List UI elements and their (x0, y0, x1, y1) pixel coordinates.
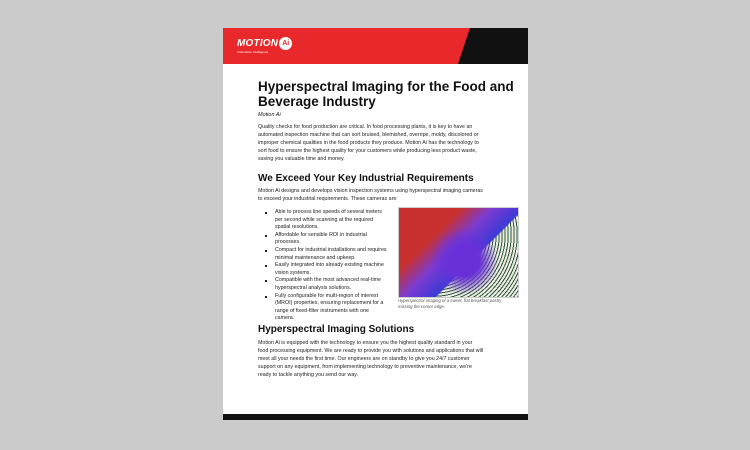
footer-bar (223, 414, 528, 420)
page-title (258, 80, 518, 109)
bullet-line: hyperspectral analysis solutions. (275, 284, 352, 291)
section-heading-solutions: Hyperspectral Imaging Solutions (258, 324, 415, 335)
logo-badge: Ai (279, 37, 292, 50)
text-line: Motion Ai designs and develops vision inspection systems using hyperspectral imaging cameras (258, 188, 483, 194)
solutions-paragraph (258, 340, 483, 380)
text-line: meet all your needs the first time. Our engineers are on standby to give you 24/7 customer (258, 355, 470, 362)
text-line: support on any equipment, from implementing technology to preventive maintenance, we're (258, 363, 472, 370)
bullet-item (265, 232, 393, 247)
text-line: automated inspection machine that can sort bruised, blemished, overripe, moldy, discolored or (258, 131, 479, 138)
author: Motion Ai (258, 112, 281, 118)
bullet-item (265, 247, 393, 262)
section-heading-requirements: We Exceed Your Key Industrial Requirements (258, 173, 474, 184)
requirements-intro (258, 188, 483, 204)
bullet-line: Fully configurable for multi-region of interest (275, 292, 379, 299)
logo-tagline: Automation Intelligence (237, 50, 269, 54)
text-line: food processing equipment. We are ready to provide you with solutions and applications that will (258, 347, 484, 354)
header-black-accent (458, 28, 528, 64)
text-line: Quality checks for food production are critical. In food processing plants, it is key to have an (258, 124, 473, 130)
bullet-line: processes. (275, 239, 301, 246)
text-line: to exceed your industrial requirements. These cameras are: (258, 195, 398, 202)
bullet-line: Compatible with the most advanced real-time (275, 277, 381, 284)
bullet-line: Affordable for sensible ROI in industrial (275, 231, 367, 238)
bullet-item (265, 209, 393, 232)
header-banner (223, 28, 528, 64)
text-line: Motion Ai is equipped with the technology to ensure you the highest quality standard in your (258, 340, 473, 346)
text-line: saving you valuable time and money. (258, 155, 345, 162)
bullet-line: minimal maintenance and upkeep. (275, 254, 356, 261)
bullet-line: (MROI) properties, ensuring replacement for a (275, 300, 384, 307)
title-line: Beverage Industry (258, 93, 376, 109)
bullet-line: Easily integrated into already existing machine (275, 262, 384, 269)
intro-paragraph (258, 124, 479, 164)
image-caption (398, 298, 501, 310)
bullet-line: spatial resolutions. (275, 224, 319, 231)
bullet-line: vision systems. (275, 269, 311, 276)
document-page (223, 28, 528, 420)
hyperspectral-pastry-image (398, 207, 519, 298)
text-line: sort food to ensure the highest quality for your customers while producing less product waste, (258, 147, 477, 154)
bullet-line: Compact for industrial installations and requires (275, 246, 387, 253)
text-line: improper chemical qualities in the food products they produce. Motion Ai has the technology to (258, 139, 479, 146)
bullet-item (265, 293, 393, 323)
bullet-line: Able to process line speeds of several meters (275, 209, 382, 215)
caption-line: Hyperspectral imaging of a sweet, flat breakfast pastry (398, 298, 502, 303)
bullet-item (265, 277, 393, 292)
bullet-line: range of fixed-filter instruments with one (275, 307, 369, 314)
bullet-item (265, 262, 393, 277)
title-line: Hyperspectral Imaging for the Food and (258, 79, 514, 94)
text-line: ready to tackle anything you send our way. (258, 371, 359, 378)
bullet-line: per second while scanning at the required (275, 216, 374, 223)
requirements-bullet-list (265, 209, 393, 323)
logo-word: MOTION (237, 38, 279, 49)
motion-ai-logo (237, 37, 292, 50)
caption-line: missing the corner edge. (398, 304, 446, 309)
bullet-line: camera. (275, 315, 295, 322)
